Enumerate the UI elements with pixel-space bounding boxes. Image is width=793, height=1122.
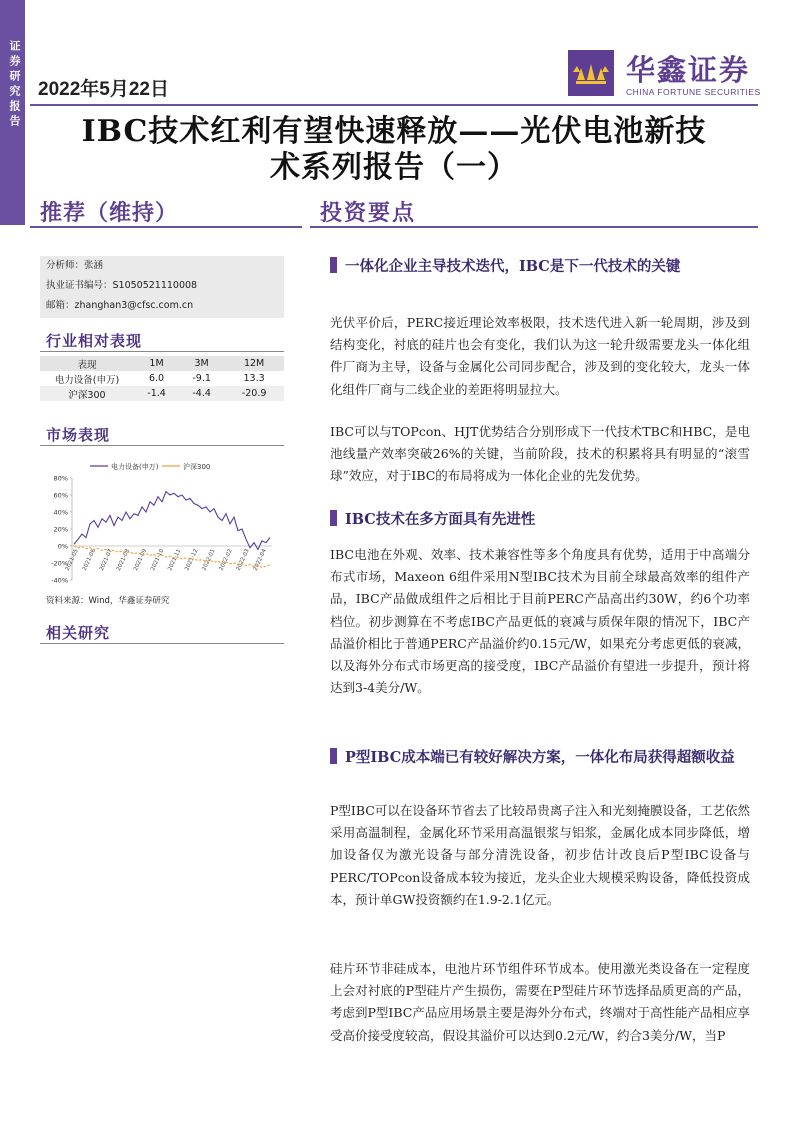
paragraph-4: P型IBC可以在设备环节省去了比较昂贵离子注入和光刻掩膜设备，工艺依然采用高温制程，金属化环节采用高温银浆与铝浆，金属化成本同步降低，增加设备仅为激光设备与部分清洗设备，初步估计改良后P型IBC设备与PERC/TOPcon设备成本较为接近，龙头企业大规模采购设备，降低投资成本，预计单GW投资额约在1.9-2.1亿元。 bbox=[330, 803, 750, 907]
title-line-2: 术系列报告（一） bbox=[270, 150, 518, 185]
y-tick-label: 0% bbox=[57, 542, 68, 551]
section-heading-2-text: IBC技术在多方面具有先进性 bbox=[345, 511, 536, 528]
logo-emblem-icon bbox=[568, 50, 614, 96]
report-date: 2022年5月22日 bbox=[38, 79, 169, 100]
perf-cell: -9.1 bbox=[179, 371, 224, 386]
perf-cell: 6.0 bbox=[134, 371, 179, 386]
performance-table bbox=[40, 356, 284, 401]
perf-cell: -4.4 bbox=[179, 386, 224, 401]
related-heading: 相关研究 bbox=[46, 624, 111, 642]
heading-bar-icon bbox=[330, 257, 337, 273]
rating-rule bbox=[30, 226, 302, 228]
market-heading: 市场表现 bbox=[46, 426, 111, 444]
report-title bbox=[30, 114, 758, 186]
paragraph-3: IBC电池在外观、效率、技术兼容性等多个角度具有优势，适用于中高端分布式市场，Maxeon 6组件采用N型IBC技术为目前全球最高效率的组件产品，IBC产品做成组件之后相比于目前PERC产品高出约30W，约6个功率档位。初步测算在不考虑IBC产品更低的衰减与质保年限的情况下，IBC产品溢价相比于普通PERC产品溢价约0.15元/W，如果充分考虑更低的衰减，以及海外分布式市场更高的接受度，IBC产品溢价有望进一步提升，预计将达到3-4美分/W。 bbox=[330, 547, 750, 696]
company-logo bbox=[568, 50, 761, 100]
analyst-name: 分析师：张涵 bbox=[46, 260, 104, 271]
legend-label: 沪深300 bbox=[183, 463, 211, 471]
logo-name-en: CHINA FORTUNE SECURITIES bbox=[626, 87, 761, 97]
y-tick-label: 60% bbox=[53, 491, 68, 500]
table-row bbox=[40, 386, 284, 401]
paragraph-5: 硅片环节非硅成本，电池片环节组件环节成本。使用激光类设备在一定程度上会对衬底的P型硅片产生损伤，需要在P型硅片环节选择品质更高的产品，考虑到P型IBC产品应用场景主要是海外分布式，终端对于高性能产品相应享受高价接受度较高，假设其溢价可以达到0.2元/W，约合3美分/W，当P bbox=[330, 961, 750, 1043]
paragraph-1: 光伏平价后，PERC接近理论效率极限，技术迭代进入新一轮周期，涉及到结构变化，衬底的硅片也会有变化，我们认为这一轮升级需要龙头一体化组件厂商为主导，设备与金属化公司同步配合，涉及到的变化较大，龙头一体化组件厂商与二线企业的差距将明显拉大。 bbox=[330, 315, 750, 397]
market-chart bbox=[40, 456, 284, 592]
header-rule bbox=[30, 104, 758, 106]
perf-cell: 电力设备(申万) bbox=[40, 371, 134, 386]
section-heading-3 bbox=[330, 746, 750, 770]
heading-bar-icon bbox=[330, 748, 337, 764]
x-tick-label: 2022-02 bbox=[218, 548, 234, 572]
invest-rule bbox=[310, 226, 758, 228]
heading-bar-icon bbox=[330, 510, 337, 526]
perf-header-1m: 1M bbox=[134, 356, 179, 371]
x-tick-label: 2021-08 bbox=[115, 548, 132, 572]
series-line bbox=[74, 492, 270, 550]
perf-cell: -1.4 bbox=[134, 386, 179, 401]
x-tick-label: 2022-04 bbox=[252, 548, 268, 572]
perf-header-3m: 3M bbox=[179, 356, 224, 371]
y-tick-label: -40% bbox=[51, 576, 68, 585]
table-row bbox=[40, 371, 284, 386]
x-tick-label: 2021-10 bbox=[150, 548, 166, 572]
performance-rule bbox=[40, 351, 284, 352]
y-tick-label: -20% bbox=[51, 559, 68, 568]
performance-header-row bbox=[40, 356, 284, 371]
x-tick-label: 2021-12 bbox=[184, 548, 200, 572]
x-tick-label: 2021-11 bbox=[167, 548, 183, 572]
analyst-cert: 执业证书编号：S1050521110008 bbox=[46, 280, 198, 291]
section-heading-1 bbox=[330, 255, 750, 279]
x-tick-label: 2022-03 bbox=[235, 548, 251, 572]
side-tab-label: 证券研究报告 bbox=[8, 40, 21, 130]
side-tab bbox=[0, 0, 25, 225]
section-heading-2 bbox=[330, 508, 750, 532]
chart-source: 资料来源：Wind，华鑫证券研究 bbox=[46, 596, 170, 606]
section-heading-1-text: 一体化企业主导技术迭代，IBC是下一代技术的关键 bbox=[345, 258, 681, 275]
x-tick-label: 2021-06 bbox=[81, 548, 97, 572]
x-tick-label: 2021-05 bbox=[64, 548, 80, 572]
performance-heading: 行业相对表现 bbox=[46, 332, 143, 350]
perf-header-label: 表现 bbox=[40, 356, 134, 371]
y-tick-label: 20% bbox=[53, 525, 68, 534]
logo-name-cn: 华鑫证券 bbox=[626, 53, 751, 87]
perf-cell: 13.3 bbox=[224, 371, 284, 386]
x-tick-label: 2021-09 bbox=[133, 548, 149, 572]
y-tick-label: 80% bbox=[53, 474, 68, 483]
paragraph-2: IBC可以与TOPcon、HJT优势结合分别形成下一代技术TBC和HBC，是电池线量产效率突破26%的关键，当前阶段，技术的积累将具有明显的“滚雪球”效应，对于IBC的布局将成为一体化企业的先发优势。 bbox=[330, 424, 750, 484]
related-rule bbox=[40, 643, 284, 644]
legend-label: 电力设备(申万) bbox=[111, 463, 159, 471]
x-tick-label: 2021-07 bbox=[98, 548, 114, 572]
y-tick-label: 40% bbox=[53, 508, 68, 517]
section-heading-3-text: P型IBC成本端已有较好解决方案，一体化布局获得超额收益 bbox=[345, 749, 735, 766]
analyst-box bbox=[40, 256, 284, 318]
perf-cell: -20.9 bbox=[224, 386, 284, 401]
perf-header-12m: 12M bbox=[224, 356, 284, 371]
perf-cell: 沪深300 bbox=[40, 386, 134, 401]
rating-label: 推荐（维持） bbox=[40, 200, 179, 226]
market-rule bbox=[40, 445, 284, 446]
analyst-email: 邮箱：zhanghan3@cfsc.com.cn bbox=[46, 300, 194, 311]
x-tick-label: 2022-01 bbox=[201, 548, 217, 572]
invest-heading: 投资要点 bbox=[320, 200, 417, 226]
title-line-1: IBC技术红利有望快速释放——光伏电池新技 bbox=[81, 114, 707, 149]
market-chart-svg bbox=[40, 456, 284, 592]
